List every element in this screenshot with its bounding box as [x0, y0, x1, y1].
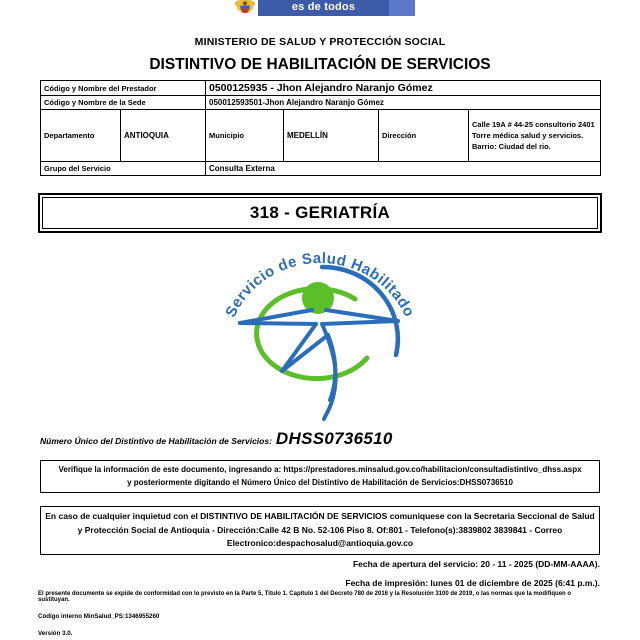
table-row-location [41, 110, 601, 162]
brand-banner [258, 0, 389, 16]
verification-box [40, 460, 600, 493]
service-opening-date: Fecha de apertura del servicio: 20 - 11 - 2025 (DD-MM-AAAA). [352, 559, 600, 569]
seal-star-figure [240, 310, 398, 419]
service-banner [38, 193, 602, 233]
municipio-value: MEDELLÍN [284, 110, 379, 162]
verification-line-1: Verifique la información de este documento, ingresando a: https://prestadores.minsalud.gov.co/habilitacion/consultadistintivo_dhss.aspx [58, 465, 582, 474]
brand-banner-accent [389, 0, 415, 16]
provider-info-table [40, 80, 601, 176]
unique-number-line [40, 429, 600, 449]
verification-line-2: y posteriormente digitando el Número Único del Distintivo de Habilitación de Servicios:DHSS0736510 [127, 477, 513, 487]
direccion-label: Dirección [379, 110, 469, 162]
colombia-coat-of-arms-icon [233, 0, 257, 15]
sede-label: Código y Nombre de la Sede [41, 96, 206, 110]
unique-number-label: Número Único del Distintivo de Habilitación de Servicios: [40, 436, 272, 446]
table-row-grupo [41, 162, 601, 176]
document-title: DISTINTIVO DE HABILITACIÓN DE SERVICIOS [149, 56, 491, 73]
contact-text: En caso de cualquier inquietud con el DISTINTIVO DE HABILITACIÓN DE SERVICIOS comuniquese con la Secretaria Seccional de Salud y Protección Social de Antioquia - Dirección:Calle 42 B No. 52-106 Piso 8. Of:801 - Telefono(s):3839802 3839841 - Correo Electronico:despachosalud@antioquia.gov.co [45, 511, 595, 548]
prestador-label: Código y Nombre del Prestador [41, 81, 206, 96]
table-row-sede [41, 96, 601, 110]
habilitation-seal [210, 243, 430, 425]
seal-arched-textpath: Servicio de Salud Habilitado [222, 249, 418, 320]
legal-notice: El presente documento se expide de conformidad con lo previsto en la Parte 5, Titulo 1. Capítulo 1 del Decreto 780 de 2016 y la Resolución 3100 de 2019, o las normas que la modifiquen o sustituyan. [38, 591, 572, 603]
service-name: 318 - GERIATRÍA [42, 197, 598, 229]
prestador-value: 0500125935 - Jhon Alejandro Naranjo Gómez [206, 81, 601, 96]
internal-code: Código interno MinSalud_PS:1346955260 [38, 613, 160, 620]
brand-banner-text: es de todos [291, 1, 356, 13]
contact-box [40, 506, 600, 555]
municipio-label: Municipio [206, 110, 284, 162]
departamento-value: ANTIOQUIA [121, 110, 206, 162]
direccion-value: Calle 19A # 44-25 consultorio 2401 Torre médica salud y servicios. Barrio: Ciudad del rio. [469, 110, 601, 162]
grupo-value: Consulta Externa [206, 162, 601, 176]
unique-number-value: DHSS0736510 [275, 429, 393, 448]
table-row-prestador [41, 81, 601, 96]
grupo-label: Grupo del Servicio [41, 162, 206, 176]
ministry-heading: MINISTERIO DE SALUD Y PROTECCIÓN SOCIAL [194, 36, 446, 48]
departamento-label: Departamento [41, 110, 121, 162]
sede-value: 050012593501-Jhon Alejandro Naranjo Gómez [206, 96, 601, 110]
print-date: Fecha de impresión: lunes 01 de diciembre de 2025 (6:41 p.m.). [345, 578, 600, 588]
document-version: Versión 3.0. [38, 630, 73, 637]
